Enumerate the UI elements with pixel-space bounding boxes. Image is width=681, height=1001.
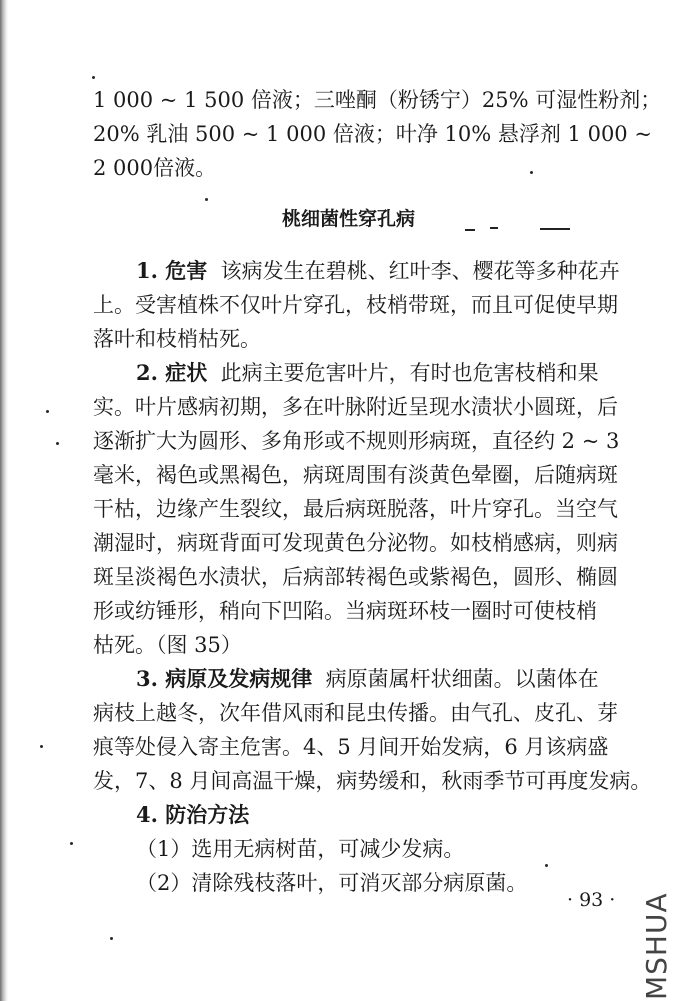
pathogen-line: 痕等处侵入寄主危害。4、5 月间开始发病，6 月该病盛	[93, 735, 609, 759]
intro-line: 1 000 ~ 1 500 倍液；三唑酮（粉锈宁）25% 可湿性粉剂；	[93, 88, 662, 112]
pathogen-text: 病原菌属杆状细菌。以菌体在	[325, 667, 599, 691]
control-heading: 4. 防治方法	[136, 802, 250, 827]
pathogen-line: 发，7、8 月间高温干燥，病势缓和，秋雨季节可再度发病。	[93, 769, 652, 793]
scan-dash	[490, 227, 498, 229]
scan-speck	[205, 198, 208, 201]
symptom-text: 此病主要危害叶片，有时也危害枝梢和果	[220, 361, 599, 385]
harm-paragraph-first-line	[136, 256, 620, 286]
scan-dash	[540, 228, 570, 230]
pathogen-heading: 3. 病原及发病规律	[136, 666, 313, 691]
symptom-line: 毫米，褐色或黑褐色，病斑周围有淡黄色晕圈，后随病斑	[93, 463, 618, 487]
pathogen-paragraph-first-line	[136, 664, 599, 694]
harm-line: 上。受害植株不仅叶片穿孔，枝梢带斑，而且可促使早期	[93, 293, 618, 317]
scan-edge-shadow	[0, 0, 8, 1001]
scan-speck	[70, 842, 73, 845]
symptom-line: 枯死。（图 35）	[93, 633, 242, 657]
scan-speck	[110, 937, 113, 940]
scan-speck	[56, 442, 59, 445]
control-item: （1）选用无病树苗，可减少发病。	[136, 837, 465, 861]
page-number: · 93 ·	[567, 889, 616, 911]
control-item: （2）清除残枝落叶，可消灭部分病原菌。	[136, 871, 528, 895]
symptom-line: 潮湿时，病斑背面可发现黄色分泌物。如枝梢感病，则病	[93, 531, 618, 555]
watermark: MSHUA	[640, 892, 673, 1000]
symptom-line: 斑呈淡褐色水渍状，后病部转褐色或紫褐色，圆形、椭圆	[93, 565, 618, 589]
symptom-line: 干枯，边缘产生裂纹，最后病斑脱落，叶片穿孔。当空气	[93, 497, 618, 521]
symptom-heading: 2. 症状	[136, 360, 208, 385]
harm-line: 落叶和枝梢枯死。	[93, 327, 261, 351]
intro-line: 20% 乳油 500 ~ 1 000 倍液；叶净 10% 悬浮剂 1 000 ~	[93, 122, 652, 146]
section-title: 桃细菌性穿孔病	[282, 208, 416, 230]
harm-text: 该病发生在碧桃、红叶李、樱花等多种花卉	[220, 259, 620, 283]
symptom-line: 形或纺锤形，稍向下凹陷。当病斑环枝一圈时可使枝梢	[93, 599, 597, 623]
symptom-paragraph-first-line	[136, 358, 599, 388]
scan-speck	[46, 410, 49, 413]
scan-speck	[92, 76, 95, 79]
pathogen-line: 病枝上越冬，次年借风雨和昆虫传播。由气孔、皮孔、芽	[93, 701, 618, 725]
symptom-line: 逐渐扩大为圆形、多角形或不规则形病斑，直径约 2 ~ 3	[93, 429, 620, 453]
scan-speck	[530, 171, 533, 174]
harm-heading: 1. 危害	[136, 258, 208, 283]
scan-speck	[545, 864, 548, 867]
scan-dash	[465, 229, 475, 231]
intro-line: 2 000倍液。	[93, 156, 217, 180]
symptom-line: 实。叶片感病初期，多在叶脉附近呈现水渍状小圆斑，后	[93, 395, 618, 419]
scan-speck	[40, 745, 43, 748]
